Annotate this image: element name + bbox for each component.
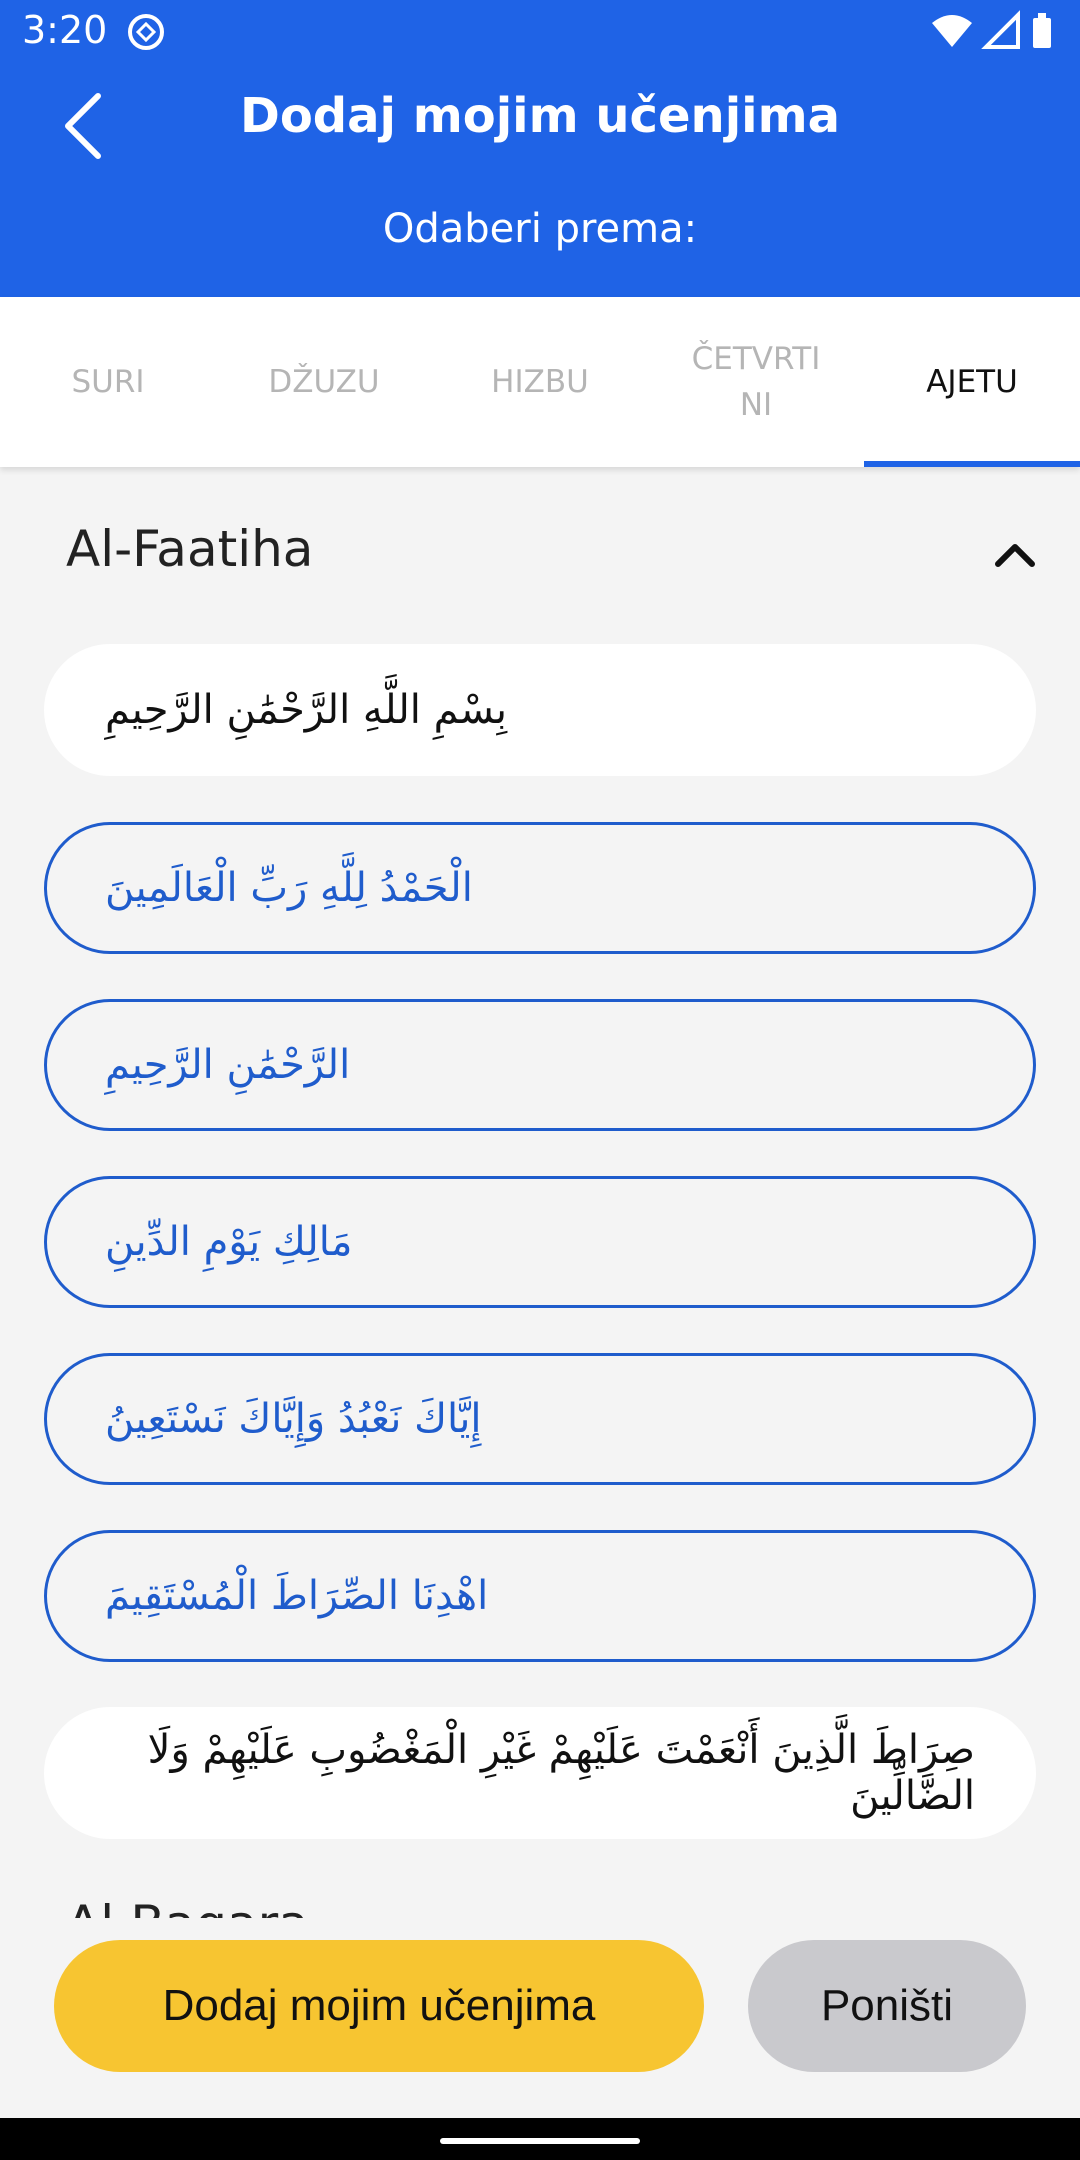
tab-active-indicator — [864, 461, 1080, 467]
tab-dzuzu[interactable]: DŽUZU — [268, 364, 380, 400]
status-time: 3:20 — [22, 8, 108, 52]
add-to-learning-button[interactable]: Dodaj mojim učenjima — [54, 1940, 704, 2072]
ayah-item[interactable]: الرَّحْمَٰنِ الرَّحِيمِ — [44, 999, 1036, 1131]
ayah-item[interactable]: مَالِكِ يَوْمِ الدِّينِ — [44, 1176, 1036, 1308]
app-header — [0, 0, 1080, 297]
cancel-button[interactable]: Poništi — [748, 1940, 1026, 2072]
next-section-title[interactable] — [66, 1894, 309, 1918]
section-title[interactable]: Al-Faatiha — [66, 520, 314, 578]
battery-icon — [1030, 12, 1054, 50]
tab-cetvrtini[interactable]: ČETVRTINI — [691, 341, 821, 423]
ayah-item[interactable]: صِرَاطَ الَّذِينَ أَنْعَمْتَ عَلَيْهِمْ غَيْرِ الْمَغْضُوبِ عَلَيْهِمْ وَلَا الضَّالِّينَ — [44, 1707, 1036, 1839]
app-icon — [126, 12, 166, 52]
tab-ajetu[interactable]: AJETU — [926, 364, 1018, 400]
tab-hizbu[interactable]: HIZBU — [491, 364, 589, 400]
page-subtitle: Odaberi prema: — [382, 206, 698, 252]
wifi-icon — [930, 13, 974, 49]
tab-bar — [0, 297, 1080, 467]
chevron-up-icon[interactable] — [990, 530, 1040, 580]
home-gesture-handle[interactable] — [440, 2138, 640, 2144]
ayah-item[interactable]: اهْدِنَا الصِّرَاطَ الْمُسْتَقِيمَ — [44, 1530, 1036, 1662]
page-title: Dodaj mojim učenjima — [239, 88, 841, 144]
tab-suri[interactable]: SURI — [71, 364, 145, 400]
ayah-item[interactable]: إِيَّاكَ نَعْبُدُ وَإِيَّاكَ نَسْتَعِينُ — [44, 1353, 1036, 1485]
signal-icon — [984, 13, 1020, 49]
ayah-item[interactable]: الْحَمْدُ لِلَّهِ رَبِّ الْعَالَمِينَ — [44, 822, 1036, 954]
ayah-item[interactable]: بِسْمِ اللَّهِ الرَّحْمَٰنِ الرَّحِيمِ — [44, 644, 1036, 776]
status-bar — [0, 0, 1080, 66]
